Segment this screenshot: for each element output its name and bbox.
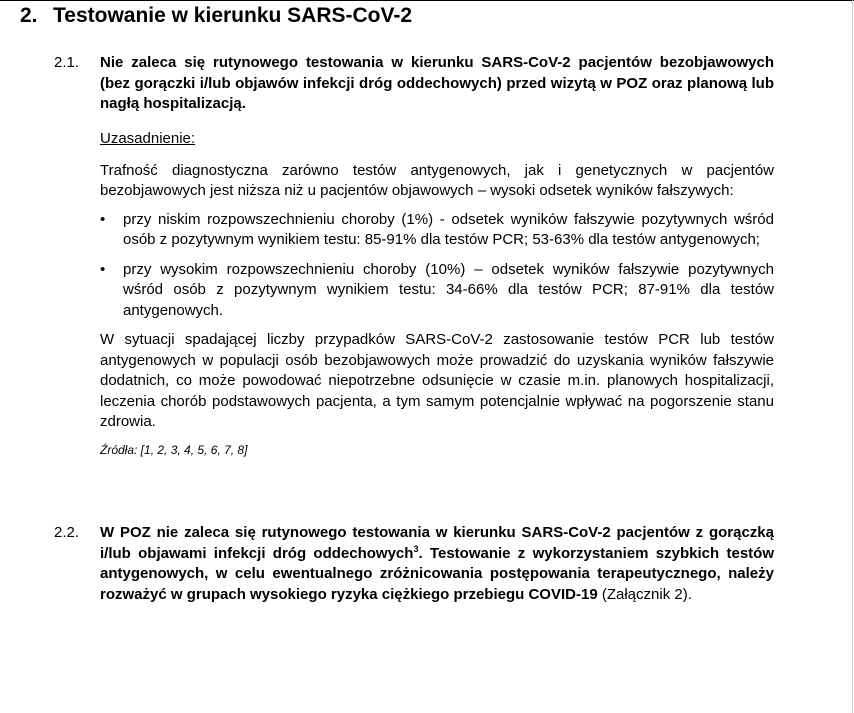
subsection-body (100, 53, 774, 458)
subsection-number: 2.1. (54, 54, 80, 71)
justification-paragraph: Trafność diagnostyczna zarówno testów antygenowych, jak i genetycznych w pacjentów bezobjawowych jest niższa niż u pacjentów objawowych – wysoki odsetek wyników fałszywych: (100, 161, 774, 199)
bullet-text: przy niskim rozpowszechnieniu choroby (1%) - odsetek wyników fałszywie pozytywnych wśród osób z pozytywnym wynikiem testu: 85-91% dla testów PCR; 53-63% dla testów antygenowych; (123, 210, 774, 248)
list-item (100, 210, 774, 251)
section-title: Testowanie w kierunku SARS-CoV-2 (53, 4, 413, 27)
subsection-body (100, 523, 774, 605)
section-number: 2. (20, 4, 38, 27)
bullet-list (100, 210, 774, 322)
bullet-text: przy wysokim rozpowszechnieniu choroby (10%) – odsetek wyników fałszywie pozytywnych wśród osób z pozytywnym wynikiem testu: 34-66% dla testów PCR; 87-91% dla testów antygenowych. (123, 260, 774, 319)
list-item (100, 260, 774, 322)
top-rule (0, 0, 854, 1)
footnote-reference[interactable]: 3 (413, 543, 419, 554)
recommendation-part-b: . Testowanie z wykorzystaniem szybkich testów antygenowych, w celu ewentualnego zróżnicowania postępowania terapeutycznego, należy rozważyć w grupach wysokiego ryzyka ciężkiego przebiegu COVID-19 (100, 544, 774, 603)
section-heading (20, 2, 412, 30)
sources-note: Źródła: [1, 2, 3, 4, 5, 6, 7, 8] (100, 442, 248, 457)
recommendation-part-a: W POZ nie zaleca się rutynowego testowania w kierunku SARS-CoV-2 pacjentów z gorączką i/lub objawami infekcji dróg oddechowych (100, 524, 774, 562)
subsection-number: 2.2. (54, 524, 80, 541)
bullet-icon: • (100, 260, 106, 278)
right-edge-rule (852, 0, 853, 713)
bullet-icon: • (100, 210, 106, 228)
recommendation-text (100, 523, 774, 605)
annex-reference: (Załącznik 2). (597, 585, 692, 603)
situation-paragraph: W sytuacji spadającej liczby przypadków SARS-CoV-2 zastosowanie testów PCR lub testów antygenowych w populacji osób bezobjawowych może prowadzić do uzyskania wyników fałszywie dodatnich, co może powodować niepotrzebne odsunięcie w czasie m.in. planowych hospitalizacji, leczenia chorób podstawowych pacjenta, a tym samym potencjalnie wpływać na pogorszenie stanu zdrowia. (100, 331, 774, 430)
justification-label: Uzasadnienie: (100, 129, 196, 147)
recommendation-text: Nie zaleca się rutynowego testowania w kierunku SARS-CoV-2 pacjentów bezobjawowych (bez gorączki i/lub objawów infekcji dróg oddechowych) przed wizytą w POZ oraz planową lub nagłą hospitalizacją. (100, 54, 774, 112)
